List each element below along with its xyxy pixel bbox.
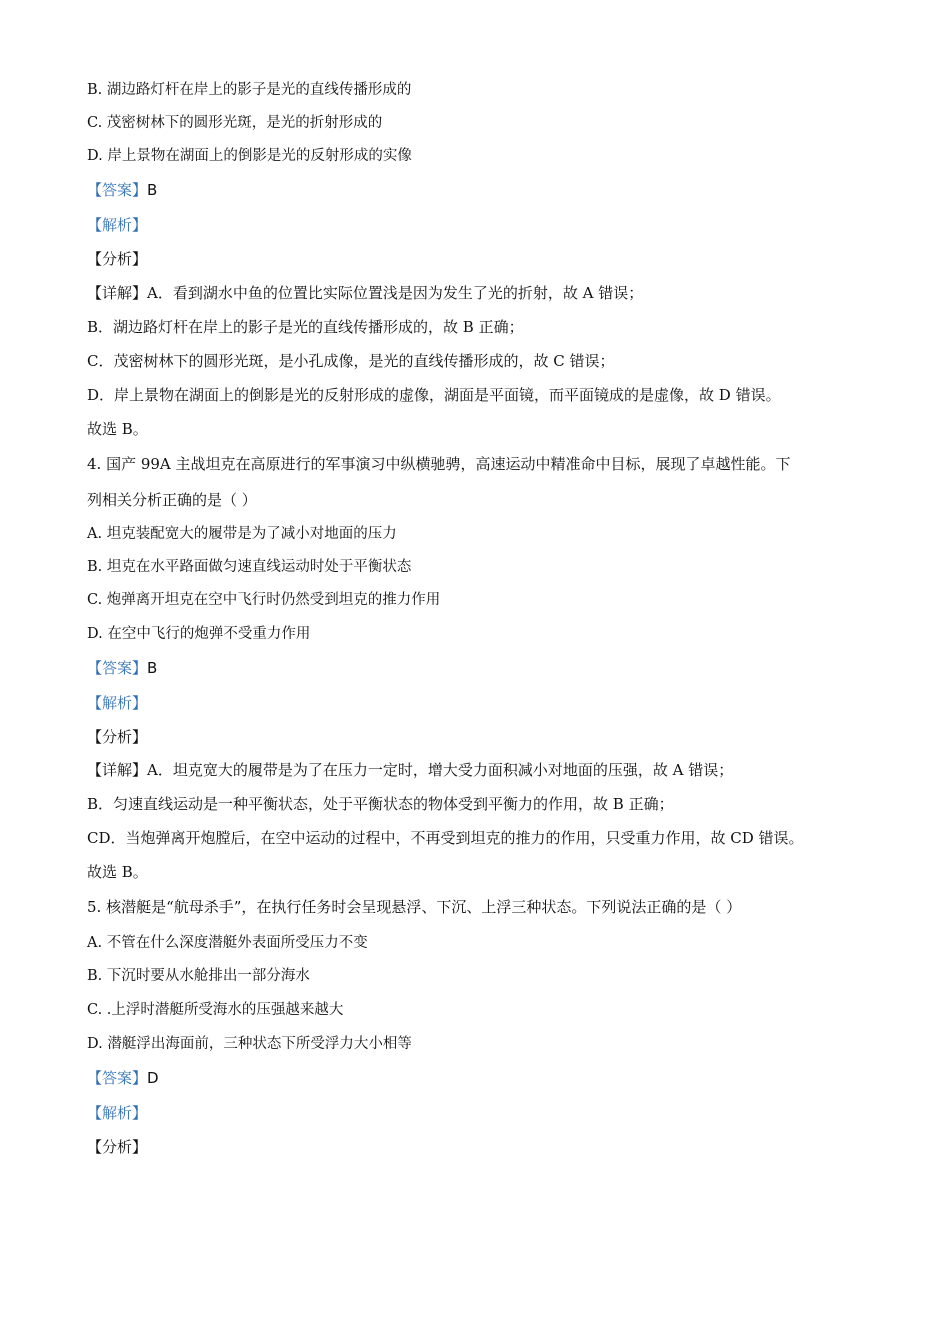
q4-option-a: A. 坦克装配宽大的履带是为了减小对地面的压力 [87, 526, 397, 542]
q3-option-d: D. 岸上景物在湖面上的倒影是光的反射形成的实像 [87, 148, 412, 164]
q3-detail-d: D．岸上景物在湖面上的倒影是光的反射形成的虚像，湖面是平面镜，而平面镜成的是虚像，故 D 错误。 [87, 386, 781, 404]
q3-option-c: C. 茂密树林下的圆形光斑，是光的折射形成的 [87, 115, 383, 131]
q5-option-d: D. 潜艇浮出海面前，三种状态下所受浮力大小相等 [87, 1036, 412, 1052]
answer-tag: 【答案】 [87, 1069, 148, 1087]
detail-tag: 【详解】 [87, 284, 148, 302]
q4-option-b: B. 坦克在水平路面做匀速直线运动时处于平衡状态 [87, 559, 412, 575]
q4-detail-b: B．匀速直线运动是一种平衡状态，处于平衡状态的物体受到平衡力的作用，故 B 正确； [87, 795, 674, 813]
q5-option-b: B. 下沉时要从水舱排出一部分海水 [87, 968, 310, 984]
q4-option-d: D. 在空中飞行的炮弹不受重力作用 [87, 626, 311, 642]
detail-tag: 【详解】 [87, 761, 148, 779]
q4-stem-line1: 4. 国产 99A 主战坦克在高原进行的军事演习中纵横驰骋，高速运动中精准命中目标，展现了卓越性能。下 [87, 455, 791, 473]
q4-stem-line2: 列相关分析正确的是（ ） [87, 491, 257, 509]
q4-fenxi-tag: 【分析】 [87, 728, 148, 746]
q5-answer [87, 1068, 159, 1088]
q3-conclusion: 故选 B。 [87, 420, 148, 438]
q5-stem: 5. 核潜艇是“航母杀手”，在执行任务时会呈现悬浮、下沉、上浮三种状态。下列说法正确的是（ ） [87, 898, 742, 916]
detail-text: A．坦克宽大的履带是为了在压力一定时，增大受力面积减小对地面的压强，故 A 错误； [147, 761, 734, 779]
q5-fenxi-tag: 【分析】 [87, 1138, 148, 1156]
q4-detail-a [87, 760, 733, 780]
q3-jiexi-tag: 【解析】 [87, 216, 148, 234]
q5-jiexi-tag: 【解析】 [87, 1104, 148, 1122]
q4-answer [87, 658, 157, 678]
q4-jiexi-tag: 【解析】 [87, 694, 148, 712]
detail-text: A．看到湖水中鱼的位置比实际位置浅是因为发生了光的折射，故 A 错误； [147, 284, 644, 302]
q3-answer [87, 180, 157, 200]
q3-detail-b: B．湖边路灯杆在岸上的影子是光的直线传播形成的，故 B 正确； [87, 318, 524, 336]
q4-option-c: C. 炮弹离开坦克在空中飞行时仍然受到坦克的推力作用 [87, 592, 441, 608]
q3-option-b: B. 湖边路灯杆在岸上的影子是光的直线传播形成的 [87, 82, 412, 98]
q4-conclusion: 故选 B。 [87, 863, 148, 881]
q3-detail-a [87, 283, 643, 303]
q3-detail-c: C．茂密树林下的圆形光斑，是小孔成像，是光的直线传播形成的，故 C 错误； [87, 352, 615, 370]
q3-fenxi-tag: 【分析】 [87, 250, 148, 268]
answer-tag: 【答案】 [87, 181, 148, 199]
answer-value: B [147, 659, 158, 677]
answer-value: B [147, 181, 158, 199]
q4-detail-cd: CD．当炮弹离开炮膛后，在空中运动的过程中，不再受到坦克的推力的作用，只受重力作用，故 CD 错误。 [87, 829, 804, 847]
answer-tag: 【答案】 [87, 659, 148, 677]
q5-option-c: C. .上浮时潜艇所受海水的压强越来越大 [87, 1002, 344, 1018]
answer-value: D [147, 1069, 159, 1087]
q5-option-a: A. 不管在什么深度潜艇外表面所受压力不变 [87, 935, 368, 951]
